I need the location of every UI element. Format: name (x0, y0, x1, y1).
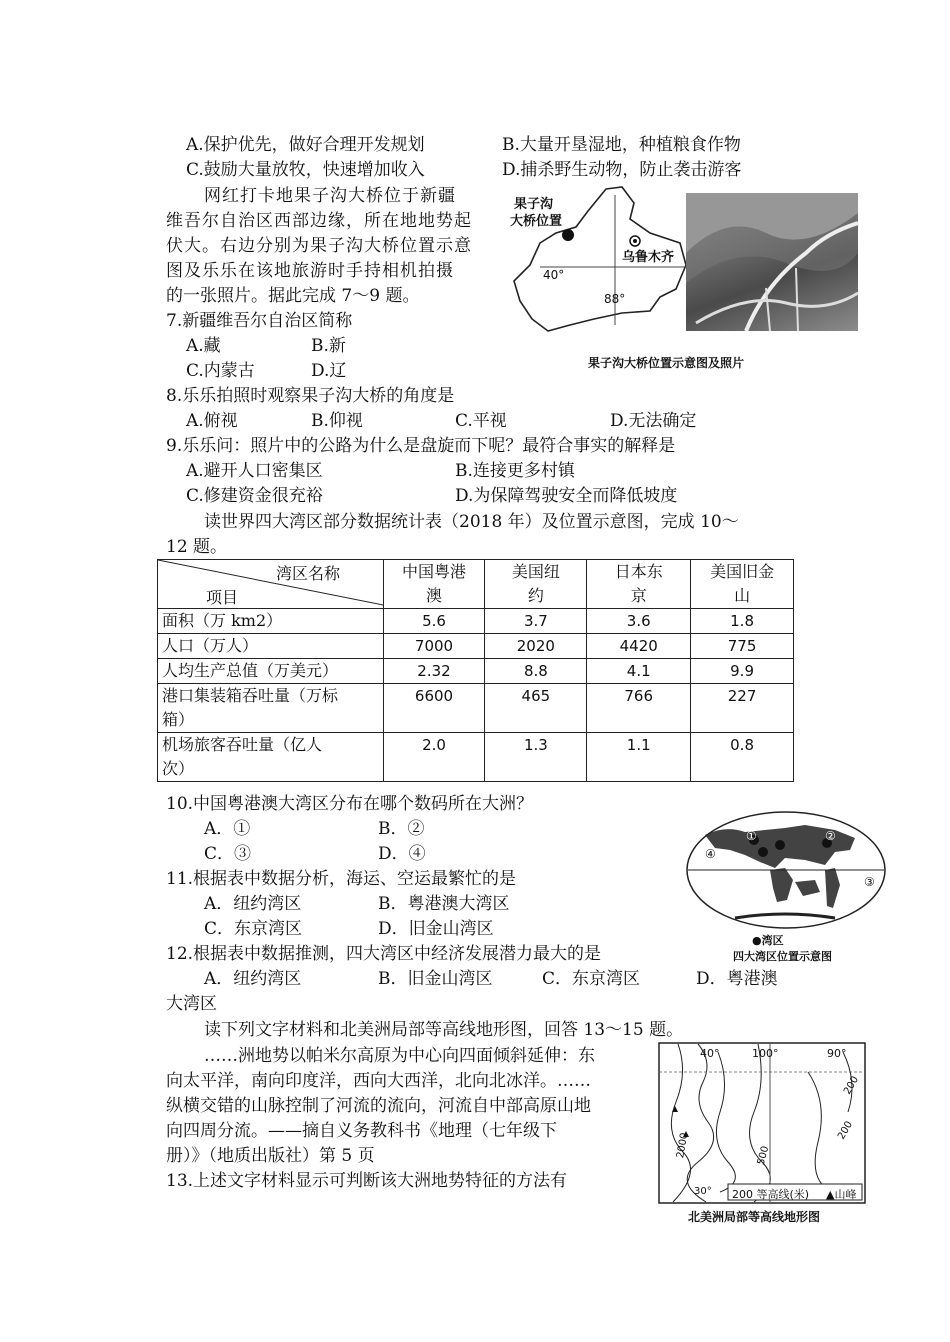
bridge-location-marker (562, 229, 574, 241)
bay-dot (775, 840, 785, 850)
contour-500-label: 500 (755, 1144, 772, 1167)
bay-dot (758, 847, 768, 857)
intro2-line2: 12 题。 (166, 537, 228, 557)
table-cell: 7000 (383, 634, 485, 659)
intro-paragraph-line: 伏大。右边分别为果子沟大桥位置示意 (166, 236, 472, 256)
material-line: 纵横交错的山脉控制了河流的流向，河流自中部高原山地 (166, 1096, 591, 1116)
bridge-photo (686, 193, 858, 331)
q8-stem: 8.乐乐拍照时观察果子沟大桥的角度是 (166, 386, 455, 406)
q6-option-d: D.捕杀野生动物，防止袭击游客 (502, 160, 742, 180)
q9-option-c: C.修建资金很充裕 (186, 486, 323, 506)
q9-option-a: A.避开人口密集区 (186, 461, 323, 481)
q12-option-a: A．纽约湾区 (204, 969, 302, 989)
continent-num-1: ① (746, 829, 757, 843)
fig3-caption: 北美洲局部等高线地形图 (688, 1210, 821, 1224)
material-line: 向太平洋，南向印度洋，西向大西洋，北向北冰洋。…… (166, 1071, 591, 1091)
table-cell: 465 (485, 684, 587, 733)
table-corner-cell (158, 560, 384, 609)
q12-stem: 12.根据表中数据推测，四大湾区中经济发展潜力最大的是 (166, 944, 602, 964)
table-cell: 2020 (485, 634, 587, 659)
table-header-cell: 美国旧金 山 (691, 560, 794, 609)
row-label-cell: 机场旅客吞吐量（亿人 次） (158, 733, 384, 782)
table-cell: 775 (691, 634, 794, 659)
world-map (685, 810, 887, 930)
lon-88-label: 88° (604, 292, 626, 306)
table-cell: 1.8 (691, 609, 794, 634)
contour-map (658, 1042, 866, 1204)
table-cell: 227 (691, 684, 794, 733)
table-cell: 5.6 (383, 609, 485, 634)
corner-top-label: 湾区名称 (276, 564, 341, 583)
table-cell: 0.8 (691, 733, 794, 782)
q11-option-a: A．纽约湾区 (204, 894, 302, 914)
q9-stem: 9.乐乐问：照片中的公路为什么是盘旋而下呢？最符合事实的解释是 (166, 436, 676, 456)
q10-option-d: D．④ (378, 844, 426, 864)
intro-paragraph-line: 的一张照片。据此完成 7～9 题。 (166, 286, 420, 306)
table-row (158, 659, 794, 684)
world-map-legend: ●湾区 (752, 934, 784, 947)
intro-paragraph-line: 维吾尔自治区西部边缘，所在地地势起 (166, 211, 472, 231)
q11-stem: 11.根据表中数据分析，海运、空运最繁忙的是 (166, 869, 517, 889)
q6-option-a: A.保护优先，做好合理开发规划 (186, 135, 425, 155)
q7-option-c: C.内蒙古 (186, 361, 255, 381)
q10-stem: 10.中国粤港澳大湾区分布在哪个数码所在大洲？ (166, 794, 534, 814)
table-cell: 6600 (383, 684, 485, 733)
q8-option-a: A.俯视 (186, 411, 238, 431)
table-header-cell: 中国粤港 澳 (383, 560, 485, 609)
intro3-line: 读下列文字材料和北美洲局部等高线地形图，回答 13～15 题。 (204, 1020, 684, 1040)
table-row (158, 609, 794, 634)
lon-90-label: 90° (827, 1047, 847, 1060)
row-label-cell: 人均生产总值（万美元） (158, 659, 384, 684)
peak-legend: ▲山峰 (826, 1188, 857, 1201)
q11-option-b: B．粤港澳大湾区 (378, 894, 510, 914)
q7-option-a: A.藏 (186, 336, 221, 356)
table-cell: 2.0 (383, 733, 485, 782)
lat-30-label: 30° (694, 1186, 712, 1197)
table-row (158, 684, 794, 733)
fig1-caption: 果子沟大桥位置示意图及照片 (588, 356, 745, 370)
contour-200-label: 200 (842, 1074, 862, 1097)
contour-legend: 200 等高线(米) (732, 1188, 810, 1201)
q8-option-c: C.平视 (455, 411, 507, 431)
q10-option-b: B．② (378, 819, 425, 839)
table-cell: 3.7 (485, 609, 587, 634)
q12-option-d: D．粤港澳 (696, 969, 778, 989)
table-row (158, 733, 794, 782)
contour-200-label: 200 (836, 1119, 856, 1142)
table-cell: 8.8 (485, 659, 587, 684)
intro-paragraph-line: 图及乐乐在该地旅游时手持相机拍摄 (166, 261, 454, 281)
contour-2000-label: 2000 (675, 1132, 691, 1159)
table-cell: 2.32 (383, 659, 485, 684)
q13-stem: 13.上述文字材料显示可判断该大洲地势特征的方法有 (166, 1171, 568, 1191)
material-line: 册）》（地质出版社）第 5 页 (166, 1146, 375, 1166)
table-cell: 1.1 (587, 733, 691, 782)
bridge-label-line1: 果子沟 (514, 197, 554, 212)
lat-40-label: 40° (700, 1047, 720, 1060)
fig2-caption: 四大湾区位置示意图 (733, 950, 832, 963)
table-header-cell: 美国纽 约 (485, 560, 587, 609)
material-line: ……洲地势以帕米尔高原为中心向四面倾斜延伸：东 (204, 1046, 595, 1066)
q11-option-c: C．东京湾区 (204, 919, 303, 939)
continent-num-2: ② (825, 829, 836, 843)
q9-option-b: B.连接更多村镇 (455, 461, 575, 481)
table-cell: 1.3 (485, 733, 587, 782)
q11-option-d: D．旧金山湾区 (378, 919, 494, 939)
row-label-cell: 面积（万 km2） (158, 609, 384, 634)
lat-40-label: 40° (543, 268, 565, 282)
continent-num-4: ④ (705, 847, 716, 861)
bay-area-data-table (157, 559, 794, 782)
q7-option-d: D.辽 (311, 361, 347, 381)
q9-option-d: D.为保障驾驶安全而降低坡度 (455, 486, 678, 506)
bridge-label-line2: 大桥位置 (510, 214, 563, 229)
q12-option-d-cont: 大湾区 (166, 994, 217, 1014)
q10-option-a: A．① (204, 819, 251, 839)
material-line: 向四周分流。——摘自义务教科书《地理（七年级下 (166, 1121, 557, 1141)
q10-option-c: C．③ (204, 844, 252, 864)
q7-option-b: B.新 (311, 336, 346, 356)
table-header-cell: 日本东 京 (587, 560, 691, 609)
intro2-line1: 读世界四大湾区部分数据统计表（2018 年）及位置示意图，完成 10～ (204, 512, 739, 532)
table-cell: 766 (587, 684, 691, 733)
continent-num-3: ③ (864, 875, 875, 889)
table-cell: 4420 (587, 634, 691, 659)
q12-option-c: C．东京湾区 (542, 969, 641, 989)
table-header-row (158, 560, 794, 609)
q6-option-c: C.鼓励大量放牧，快速增加收入 (186, 160, 425, 180)
q8-option-d: D.无法确定 (610, 411, 697, 431)
intro-paragraph-line: 网红打卡地果子沟大桥位于新疆 (204, 186, 456, 206)
table-cell: 4.1 (587, 659, 691, 684)
q7-stem: 7.新疆维吾尔自治区简称 (166, 311, 353, 331)
q8-option-b: B.仰视 (311, 411, 363, 431)
row-label-cell: 港口集装箱吞吐量（万标 箱） (158, 684, 384, 733)
corner-bottom-label: 项目 (206, 588, 239, 607)
row-label-cell: 人口（万人） (158, 634, 384, 659)
q6-option-b: B.大量开垦湿地，种植粮食作物 (502, 135, 741, 155)
q12-option-b: B．旧金山湾区 (378, 969, 493, 989)
table-cell: 3.6 (587, 609, 691, 634)
urumqi-label: 乌鲁木齐 (622, 250, 675, 265)
lon-100-label: 100° (752, 1047, 779, 1060)
table-cell: 9.9 (691, 659, 794, 684)
table-row (158, 634, 794, 659)
